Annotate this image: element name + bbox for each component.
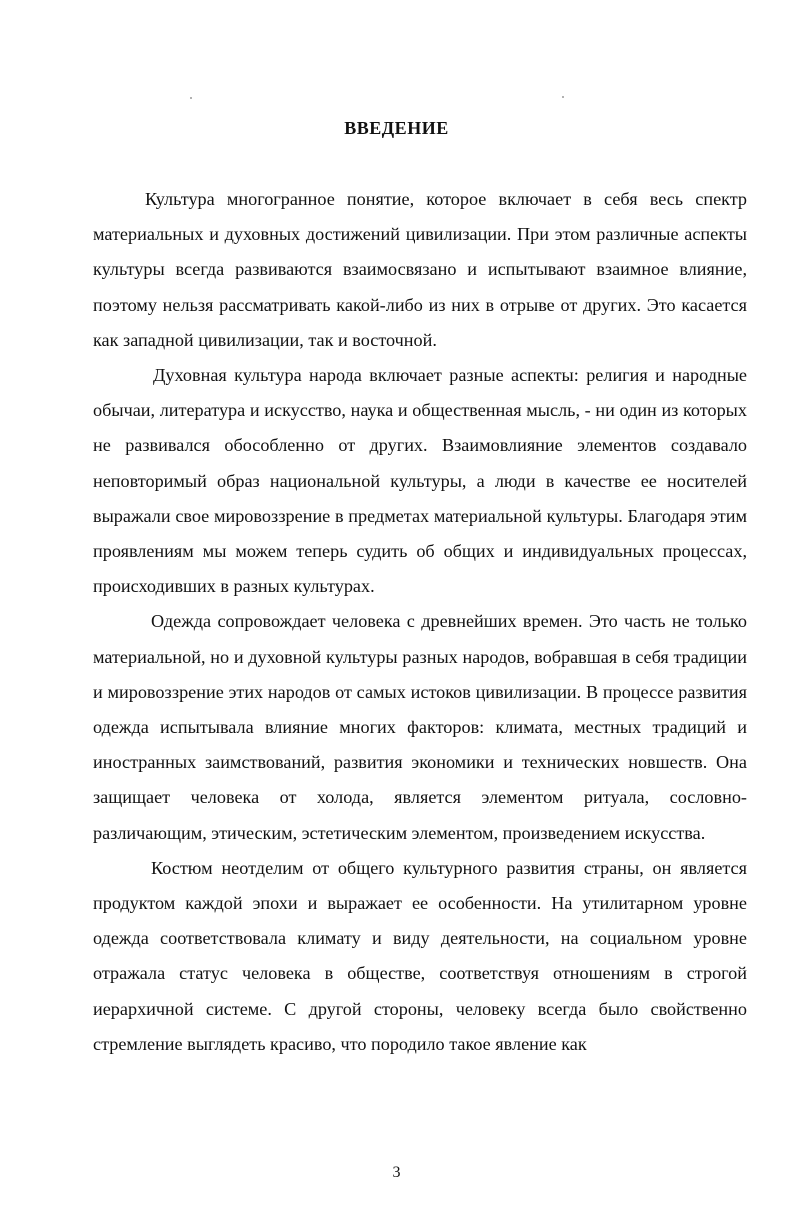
scan-speck: [190, 97, 192, 99]
paragraph-costume: Костюм неотделим от общего культурного развития страны, он является продуктом каждой эпохи и выражает ее особенности. На утилитарном уровне одежда соответствовала климату и виду деятельности, на социальном уровне отражала статус человека в обществе, соответствуя отношениям в строгой иерархичной системе. С другой стороны, человеку всегда было свойственно стремление выглядеть красиво, что породило такое явление как: [93, 857, 747, 1054]
scan-speck: [562, 96, 564, 98]
page-number: 3: [392, 1164, 401, 1181]
paragraph-clothing: Одежда сопровождает человека с древнейших времен. Это часть не только материальной, но и духовной культуры разных народов, вобравшая в себя традиции и мировоззрение этих народов от самых истоков цивилизации. В процессе развития одежда испытывала влияние многих факторов: климата, местных традиций и иностранных заимствований, развития экономики и технических новшеств. Она защищает человека от холода, является элементом ритуала, сословно-различающим, этическим, эстетическим элементом, произведением искусства.: [93, 611, 747, 843]
page-title: ВВЕДЕНИЕ: [344, 118, 449, 138]
body-text: [93, 182, 747, 1062]
paragraph-culture: Культура многогранное понятие, которое включает в себя весь спектр материальных и духовных достижений цивилизации. При этом различные аспекты культуры всегда развиваются взаимосвязано и испытывают взаимное влияние, поэтому нельзя рассматривать какой-либо из них в отрыве от других. Это касается как западной цивилизации, так и восточной.: [93, 189, 747, 350]
paragraph-spiritual-culture: Духовная культура народа включает разные аспекты: религия и народные обычаи, литература и искусство, наука и общественная мысль, - ни один из которых не развивался обособленно от других. Взаимовлияние элементов создавало неповторимый образ национальной культуры, а люди в качестве ее носителей выражали свое мировоззрение в предметах материальной культуры. Благодаря этим проявлениям мы можем теперь судить об общих и индивидуальных процессах, происходивших в разных культурах.: [93, 365, 747, 597]
